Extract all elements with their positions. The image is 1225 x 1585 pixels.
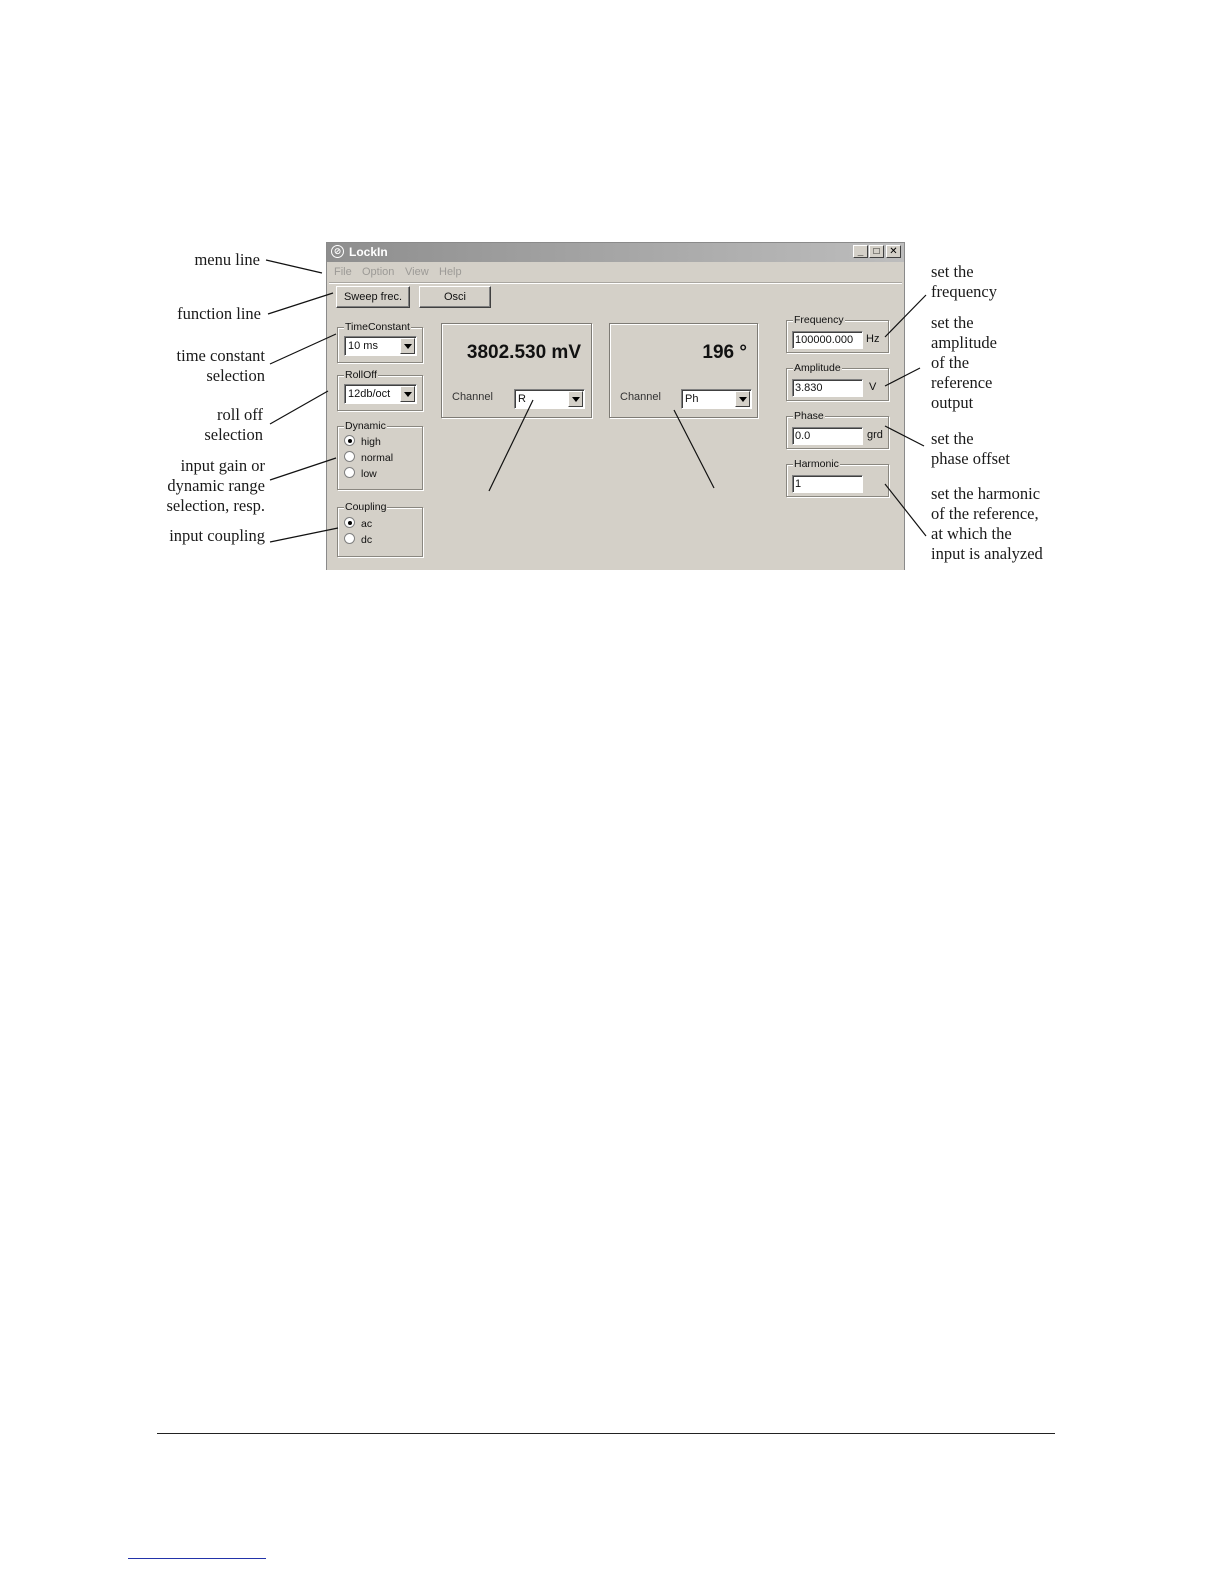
window-title: LockIn	[349, 245, 388, 259]
phase-unit: grd	[867, 429, 883, 441]
frequency-label: Frequency	[794, 314, 844, 326]
meter-2-channel-label: Channel	[620, 391, 661, 403]
meter-2-channel-value: Ph	[685, 393, 699, 405]
close-icon[interactable]: ✕	[886, 245, 901, 258]
minimize-icon[interactable]: _	[853, 245, 868, 258]
frequency-input[interactable]: 100000.000	[792, 331, 863, 349]
annotation-input-coupling: input coupling	[169, 526, 265, 545]
amplitude-unit: V	[869, 381, 877, 393]
meter-2-value: 196 °	[702, 342, 747, 363]
annotation-frequency: set the frequency	[931, 262, 997, 301]
leader-meter-1	[489, 400, 533, 491]
meter-1-value: 3802.530 mV	[466, 342, 581, 363]
annotation-function-line: function line	[177, 304, 261, 323]
leader-input-gain	[270, 458, 336, 480]
dynamic-low-label: low	[361, 468, 377, 480]
leader-menu-line	[266, 260, 322, 273]
phase-label: Phase	[794, 410, 824, 422]
leader-phase	[885, 426, 924, 446]
dynamic-label: Dynamic	[345, 420, 386, 432]
annotation-menu-line: menu line	[194, 250, 260, 269]
roll-off-value: 12db/oct	[348, 388, 391, 400]
frequency-unit: Hz	[866, 333, 880, 345]
phase-input[interactable]: 0.0	[792, 427, 863, 445]
menu-view[interactable]: View	[405, 266, 429, 278]
app-icon: ⊘	[331, 245, 344, 258]
annotation-amplitude: set the amplitude of the reference output	[931, 313, 997, 412]
meter-1-channel-value: R	[518, 393, 526, 405]
sweep-frec-button[interactable]: Sweep frec.	[336, 286, 410, 308]
time-constant-value: 10 ms	[348, 340, 378, 352]
coupling-ac-label: ac	[361, 518, 373, 530]
osci-button[interactable]: Osci	[419, 286, 491, 308]
roll-off-label: RollOff	[345, 369, 377, 381]
leader-time-constant	[270, 334, 336, 364]
meter-1-channel-label: Channel	[452, 391, 493, 403]
coupling-label: Coupling	[345, 501, 387, 513]
leader-harmonic	[885, 484, 926, 536]
annotation-input-gain: input gain or dynamic range selection, resp.	[166, 456, 265, 515]
harmonic-input[interactable]: 1	[792, 475, 863, 493]
maximize-icon[interactable]: □	[869, 245, 884, 258]
leader-meter-2	[674, 410, 714, 488]
dynamic-normal-label: normal	[361, 452, 394, 464]
leader-amplitude	[885, 368, 920, 386]
annotation-harmonic: set the harmonic of the reference, at which the input is analyzed	[931, 484, 1043, 563]
annotation-roll-off: roll off selection	[204, 405, 263, 444]
coupling-dc-label: dc	[361, 534, 373, 546]
harmonic-label: Harmonic	[794, 458, 839, 470]
time-constant-label: TimeConstant	[345, 321, 410, 333]
dynamic-high-label: high	[361, 436, 381, 448]
leader-function-line	[268, 293, 333, 314]
annotation-time-constant: time constant selection	[176, 346, 265, 385]
annotation-phase: set the phase offset	[931, 429, 1010, 468]
leader-roll-off	[270, 391, 328, 424]
leader-frequency	[885, 295, 926, 337]
amplitude-input[interactable]: 3.830	[792, 379, 863, 397]
menu-help[interactable]: Help	[439, 266, 462, 278]
footer-rule	[157, 1433, 1055, 1434]
menu-option[interactable]: Option	[362, 266, 395, 278]
footnote-rule	[128, 1558, 266, 1559]
amplitude-label: Amplitude	[794, 362, 841, 374]
leader-input-coupling	[270, 528, 338, 542]
menu-file[interactable]: File	[334, 266, 352, 278]
